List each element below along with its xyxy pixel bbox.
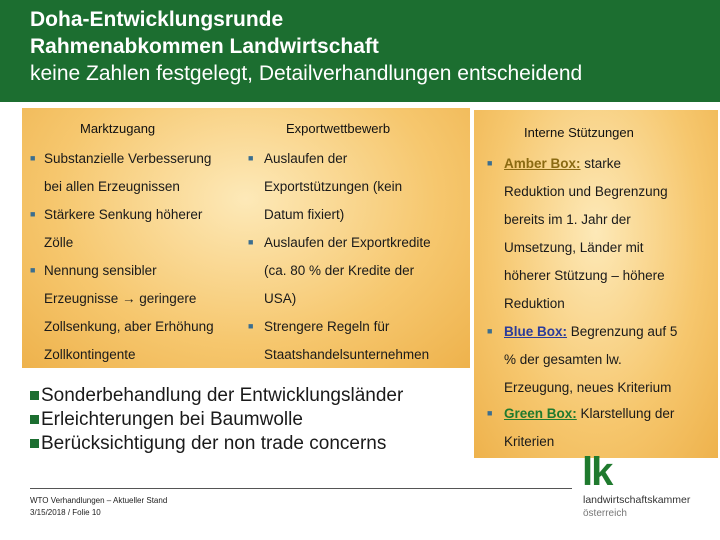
text-line: Reduktion und Begrenzung <box>504 184 668 199</box>
footer-caption: WTO Verhandlungen – Aktueller Stand <box>30 496 168 505</box>
text-line: Zölle <box>44 235 74 250</box>
text-line: Reduktion <box>504 296 565 311</box>
bullet-icon: ■ <box>30 209 36 219</box>
slide-title: Doha-Entwicklungsrunde <box>30 8 284 31</box>
bullet-icon: ■ <box>487 158 493 168</box>
blue-box-label: Blue Box: <box>504 324 568 339</box>
text-line: Exportstützungen (kein <box>264 179 403 194</box>
square-bullet-icon <box>30 391 39 400</box>
text-line: Kriterien <box>504 434 555 449</box>
text-line: Erzeugung, neues Kriterium <box>504 380 672 395</box>
text-line <box>504 405 674 422</box>
logo-wordmark: landwirtschaftskammer <box>583 494 691 506</box>
lk-logo: lk <box>582 450 612 494</box>
list-item <box>30 432 386 456</box>
text-line <box>504 323 677 340</box>
text-line: Staatshandelsunternehmen <box>264 347 430 362</box>
text-line: Umsetzung, Länder mit <box>504 240 644 255</box>
square-bullet-icon <box>30 415 39 424</box>
text-line: Substanzielle Verbesserung <box>44 151 212 166</box>
text-line: Datum fixiert) <box>264 207 345 222</box>
text-line: Nennung sensibler <box>44 263 157 278</box>
title-bar <box>0 0 720 102</box>
text-line: USA) <box>264 291 297 306</box>
footer-date: 3/15/2018 / Folie 10 <box>30 508 101 517</box>
list-item-text: Berücksichtigung der non trade concerns <box>41 433 387 454</box>
amber-box-label: Amber Box: <box>504 156 581 171</box>
text-line: Zollsenkung, aber Erhöhung <box>44 319 214 334</box>
text-span: Begrenzung auf 5 <box>567 324 678 339</box>
text-line: Auslaufen der Exportkredite <box>264 235 431 250</box>
slide-tagline: keine Zahlen festgelegt, Detailverhandlungen entscheidend <box>30 62 583 85</box>
square-bullet-icon <box>30 439 39 448</box>
heading-marktzugang: Marktzugang <box>80 121 156 136</box>
text-line: % der gesamten lw. <box>504 352 622 367</box>
text-line: Zollkontingente <box>44 347 136 362</box>
text-line: Stärkere Senkung höherer <box>44 207 203 222</box>
text-line: Erzeugnisse → geringere <box>44 291 197 306</box>
bullet-icon: ■ <box>487 408 493 418</box>
bullet-icon: ■ <box>248 237 254 247</box>
bullet-icon: ■ <box>487 326 493 336</box>
text-line <box>504 155 621 172</box>
text-span: Klarstellung der <box>576 406 675 421</box>
bullet-icon: ■ <box>248 321 254 331</box>
footer-divider <box>30 488 572 489</box>
text-line: höherer Stützung – höhere <box>504 268 665 283</box>
list-item-text: Erleichterungen bei Baumwolle <box>41 409 303 430</box>
heading-interne-stuetzungen: Interne Stützungen <box>524 125 634 140</box>
list-item-text: Sonderbehandlung der Entwicklungsländer <box>41 385 404 406</box>
list-item <box>30 408 303 432</box>
text-line: bei allen Erzeugnissen <box>44 179 180 194</box>
text-line: Strengere Regeln für <box>264 319 390 334</box>
bullet-icon: ■ <box>30 265 36 275</box>
list-item <box>30 384 403 408</box>
text-line: bereits im 1. Jahr der <box>504 212 631 227</box>
text-span: starke <box>580 156 622 171</box>
green-box-label: Green Box: <box>504 406 577 421</box>
slide-subtitle: Rahmenabkommen Landwirtschaft <box>30 35 379 58</box>
heading-exportwettbewerb: Exportwettbewerb <box>286 121 391 136</box>
text-line: (ca. 80 % der Kredite der <box>264 263 415 278</box>
bullet-icon: ■ <box>30 153 36 163</box>
text-line: Auslaufen der <box>264 151 348 166</box>
logo-subline: österreich <box>583 508 627 519</box>
bullet-icon: ■ <box>248 153 254 163</box>
